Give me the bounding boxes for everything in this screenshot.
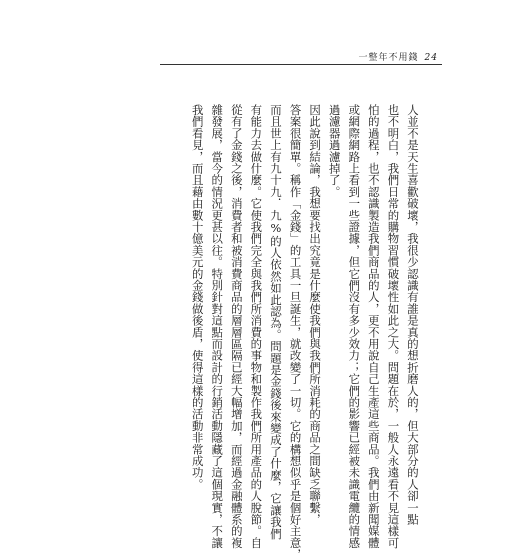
- text-column: 雜發展，當今的情況更甚以往。特別針對這點而設計的行銷活動隱藏了這個現實，不讓: [210, 104, 225, 549]
- page-number: 24: [424, 53, 438, 63]
- body-text: [172, 104, 420, 560]
- text-column: 因此說到結論，我想要找出究竟是什麼使我們與我們所消耗的商品之間缺乏聯繫，: [308, 104, 323, 526]
- header-rule: [160, 64, 442, 65]
- text-column: 有能力去做什麼。它使我們完全與我們所消費的事物和製作我們所用產品的人脫節。自: [249, 104, 264, 549]
- running-header: [318, 50, 438, 63]
- text-column: 從有了金錢之後，消費者和被消費商品的層層區隔已經大幅增加，而經過金融體系的複: [229, 104, 244, 549]
- text-column: 人並不是天生喜歡破壞，我很少認識有誰是真的想折磨人的，但大部分的人卻一點: [406, 104, 420, 526]
- text-column: 過濾器過濾掉了。: [327, 104, 342, 198]
- text-column: 怕的過程，也不認識製造我們商品的人，更不用說自己生產這些商品。我們由新聞媒體: [366, 104, 381, 549]
- text-column: 或網際網路上看到一些證據，但它們沒有多少效力；它們的影響已經被未識電纜的情感: [347, 104, 362, 549]
- text-column: 而且世上有九十九．九%的人依然如此認為。問題是金錢後來變成了什麼，它讓我們: [268, 104, 283, 540]
- text-column: 我們看見，而且藉由數十億美元的金錢做後盾，使得這樣的活動非常成功。: [190, 104, 205, 491]
- text-column: 也不明白，我們日常的購物習慣破壞性如此之大。問題在於，一般人永遠看不見這樣可: [386, 104, 401, 549]
- book-title: 一整年不用錢: [358, 53, 419, 63]
- text-column: 答案很簡單。稱作「金錢」的工具一旦誕生，就改變了一切。它的構想似乎是個好主意，: [288, 104, 303, 560]
